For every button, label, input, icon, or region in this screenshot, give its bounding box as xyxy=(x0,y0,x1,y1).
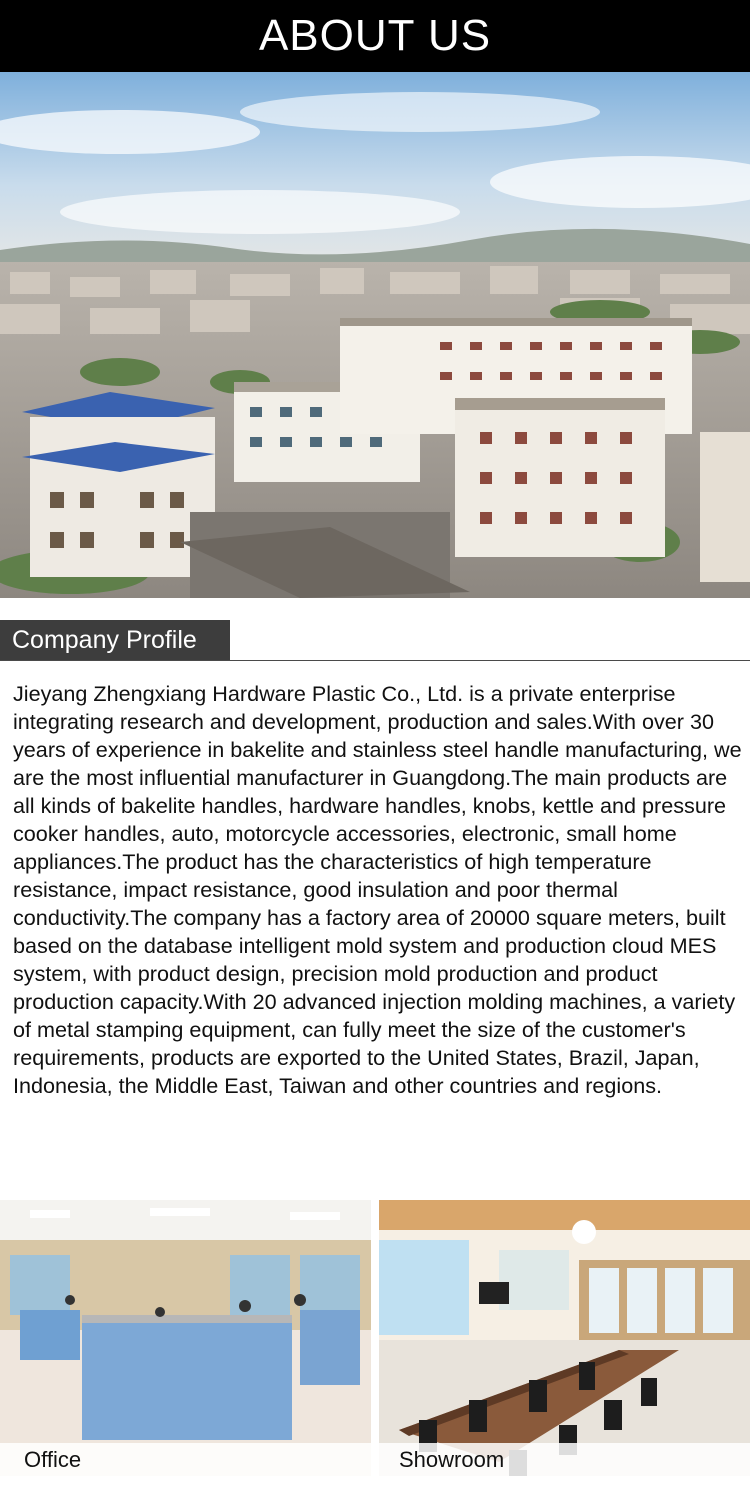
office-photo xyxy=(0,1200,371,1476)
company-profile-body: Jieyang Zhengxiang Hardware Plastic Co., Ltd. is a private enterprise integrating research and development, production and sales.With over 30 years of experience in bakelite and stainless steel handle manufacturing, we are the most influential manufacturer in Guangdong.The main products are all kinds of bakelite handles, hardware handles, knobs, kettle and pressure cooker handles, auto, motorcycle accessories, electronic, small home appliances.The product has the characteristics of high temperature resistance, impact resistance, good insulation and poor thermal conductivity.The company has a factory area of 20000 square meters, built based on the database intelligent mold system and production cloud MES system, with product design, precision mold production and product production capacity.With 20 advanced injection molding machines, a variety of metal stamping equipment, can fully meet the size of the customer's requirements, products are exported to the United States, Brazil, Japan, Indonesia, the Middle East, Taiwan and other countries and regions. xyxy=(13,681,742,1098)
company-profile-heading xyxy=(0,620,230,660)
showroom-photo xyxy=(379,1200,750,1476)
factory-aerial-photo xyxy=(0,72,750,598)
showroom-caption: Showroom xyxy=(379,1443,750,1476)
office-caption: Office xyxy=(0,1443,371,1476)
company-profile-heading-text: Company Profile xyxy=(12,625,197,654)
about-us-banner xyxy=(0,0,750,72)
banner-title: ABOUT US xyxy=(258,11,492,60)
section-divider xyxy=(0,660,750,661)
